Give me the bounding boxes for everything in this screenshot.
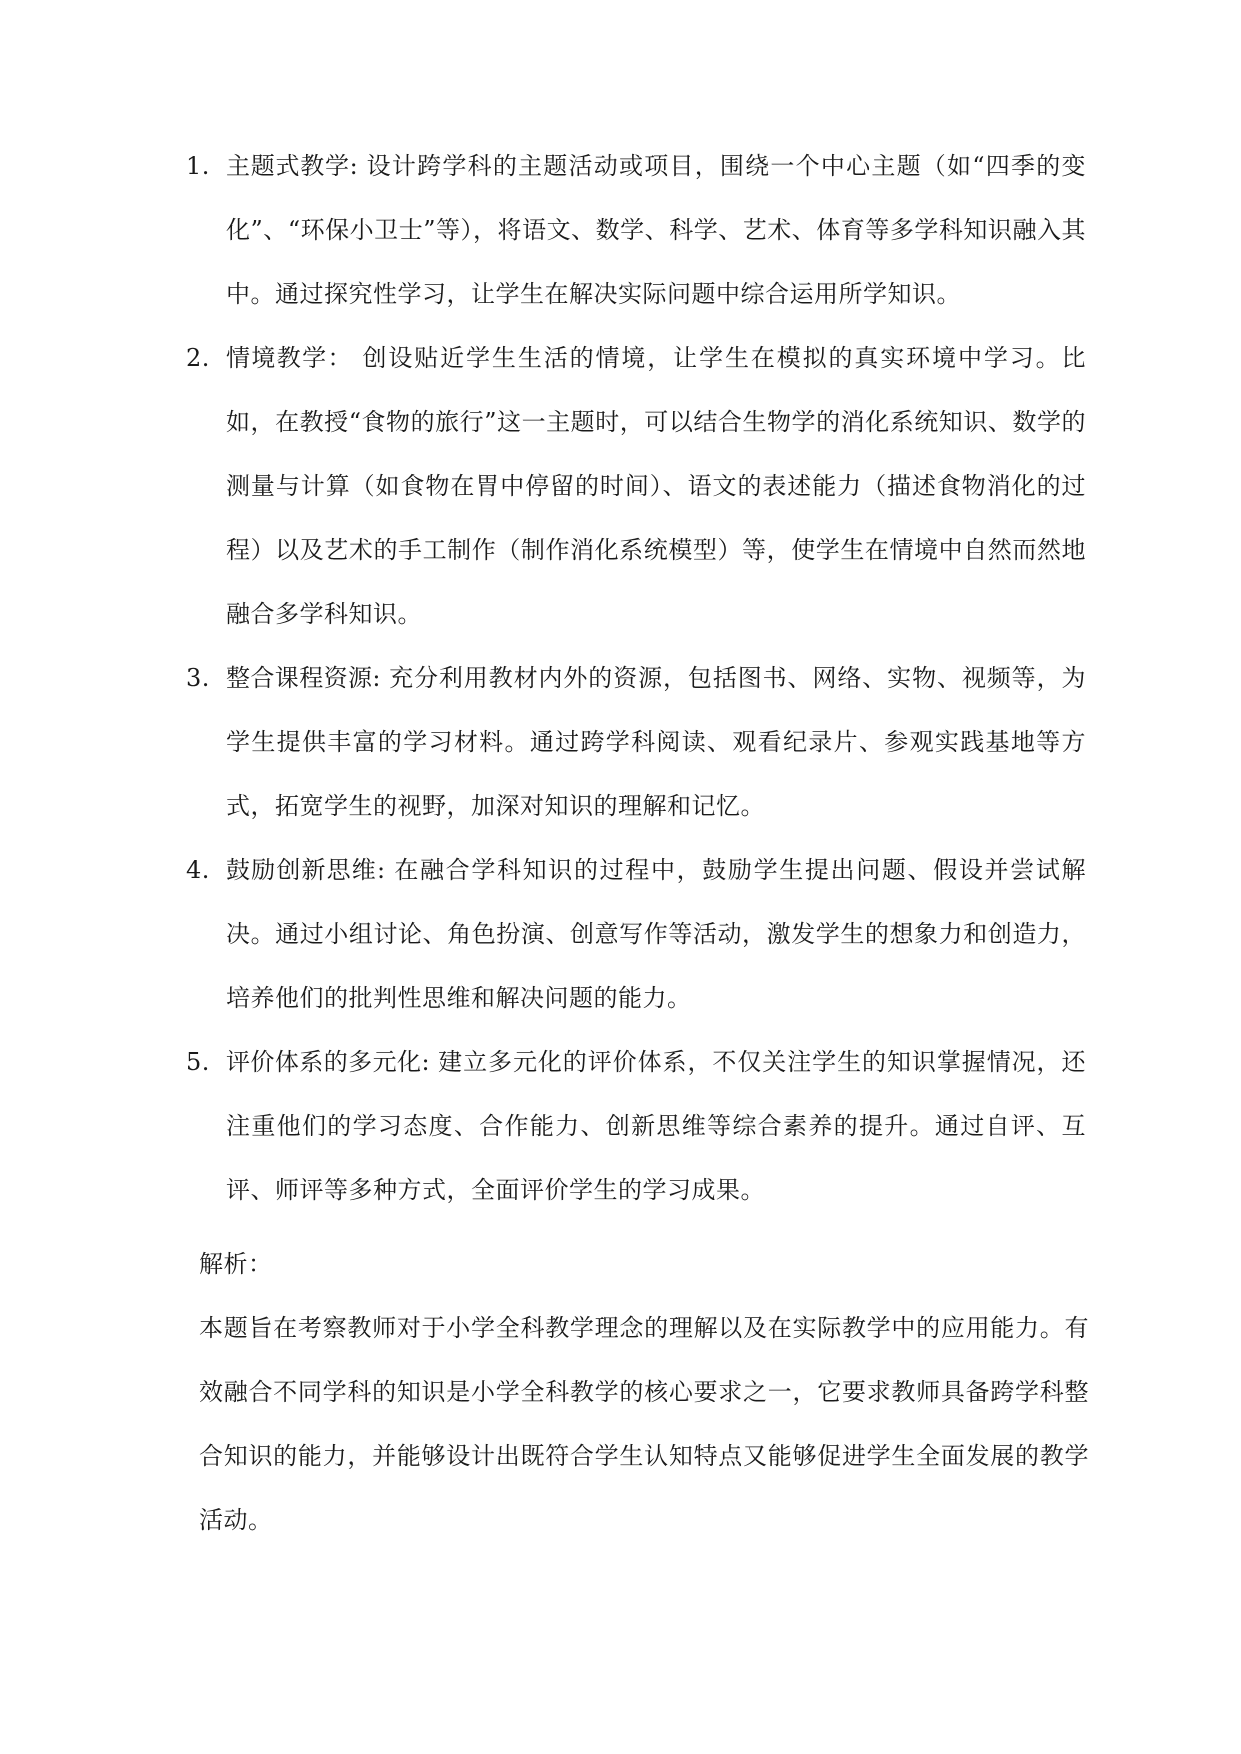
- list-item-number: 4.: [186, 856, 210, 884]
- list-item-lead: 情境教学：: [226, 344, 353, 372]
- list-item-text: 设计跨学科的主题活动或项目，围绕一个中心主题（如“四季的变化”、“环保小卫士”等），将语文、数学、科学、艺术、体育等多学科知识融入其中。通过探究性学习，让学生在解决实际问题中综合运用所学知识。: [226, 152, 1086, 308]
- list-item-text: 创设贴近学生生活的情境，让学生在模拟的真实环境中学习。比如，在教授“食物的旅行”这一主题时，可以结合生物学的消化系统知识、数学的测量与计算（如食物在胃中停留的时间）、语文的表述能力（描述食物消化的过程）以及艺术的手工制作（制作消化系统模型）等，使学生在情境中自然而然地融合多学科知识。: [226, 344, 1087, 628]
- list-item-number: 1.: [186, 152, 210, 180]
- list-item-lead: 鼓励创新思维:: [226, 856, 386, 884]
- analysis-body: 本题旨在考察教师对于小学全科教学理念的理解以及在实际教学中的应用能力。有效融合不同学科的知识是小学全科教学的核心要求之一，它要求教师具备跨学科整合知识的能力，并能够设计出既符合学生认知特点又能够促进学生全面发展的教学活动。: [199, 1314, 1089, 1534]
- list-item-number: 3.: [186, 664, 210, 692]
- list-item-number: 5.: [186, 1048, 210, 1076]
- list-item: [186, 326, 1086, 646]
- list-item-lead: 主题式教学:: [226, 152, 358, 180]
- list-item-lead: 整合课程资源:: [226, 664, 381, 692]
- list-item-text: 在融合学科知识的过程中，鼓励学生提出问题、假设并尝试解决。通过小组讨论、角色扮演、创意写作等活动，激发学生的想象力和创造力，培养他们的批判性思维和解决问题的能力。: [226, 856, 1086, 1012]
- list-item: [186, 134, 1086, 326]
- analysis-label: 解析：: [199, 1250, 273, 1278]
- list-item-text: 建立多元化的评价体系，不仅关注学生的知识掌握情况，还注重他们的学习态度、合作能力、创新思维等综合素养的提升。通过自评、互评、师评等多种方式，全面评价学生的学习成果。: [226, 1048, 1086, 1204]
- list-item-text: 充分利用教材内外的资源，包括图书、网络、实物、视频等，为学生提供丰富的学习材料。通过跨学科阅读、观看纪录片、参观实践基地等方式，拓宽学生的视野，加深对知识的理解和记忆。: [226, 664, 1086, 820]
- list-item: [186, 1030, 1086, 1222]
- strategy-list: [186, 134, 1086, 1222]
- list-item-lead: 评价体系的多元化:: [226, 1048, 430, 1076]
- list-item: [186, 838, 1086, 1030]
- analysis-section: [199, 1232, 1089, 1552]
- list-item-number: 2.: [186, 344, 210, 372]
- list-item: [186, 646, 1086, 838]
